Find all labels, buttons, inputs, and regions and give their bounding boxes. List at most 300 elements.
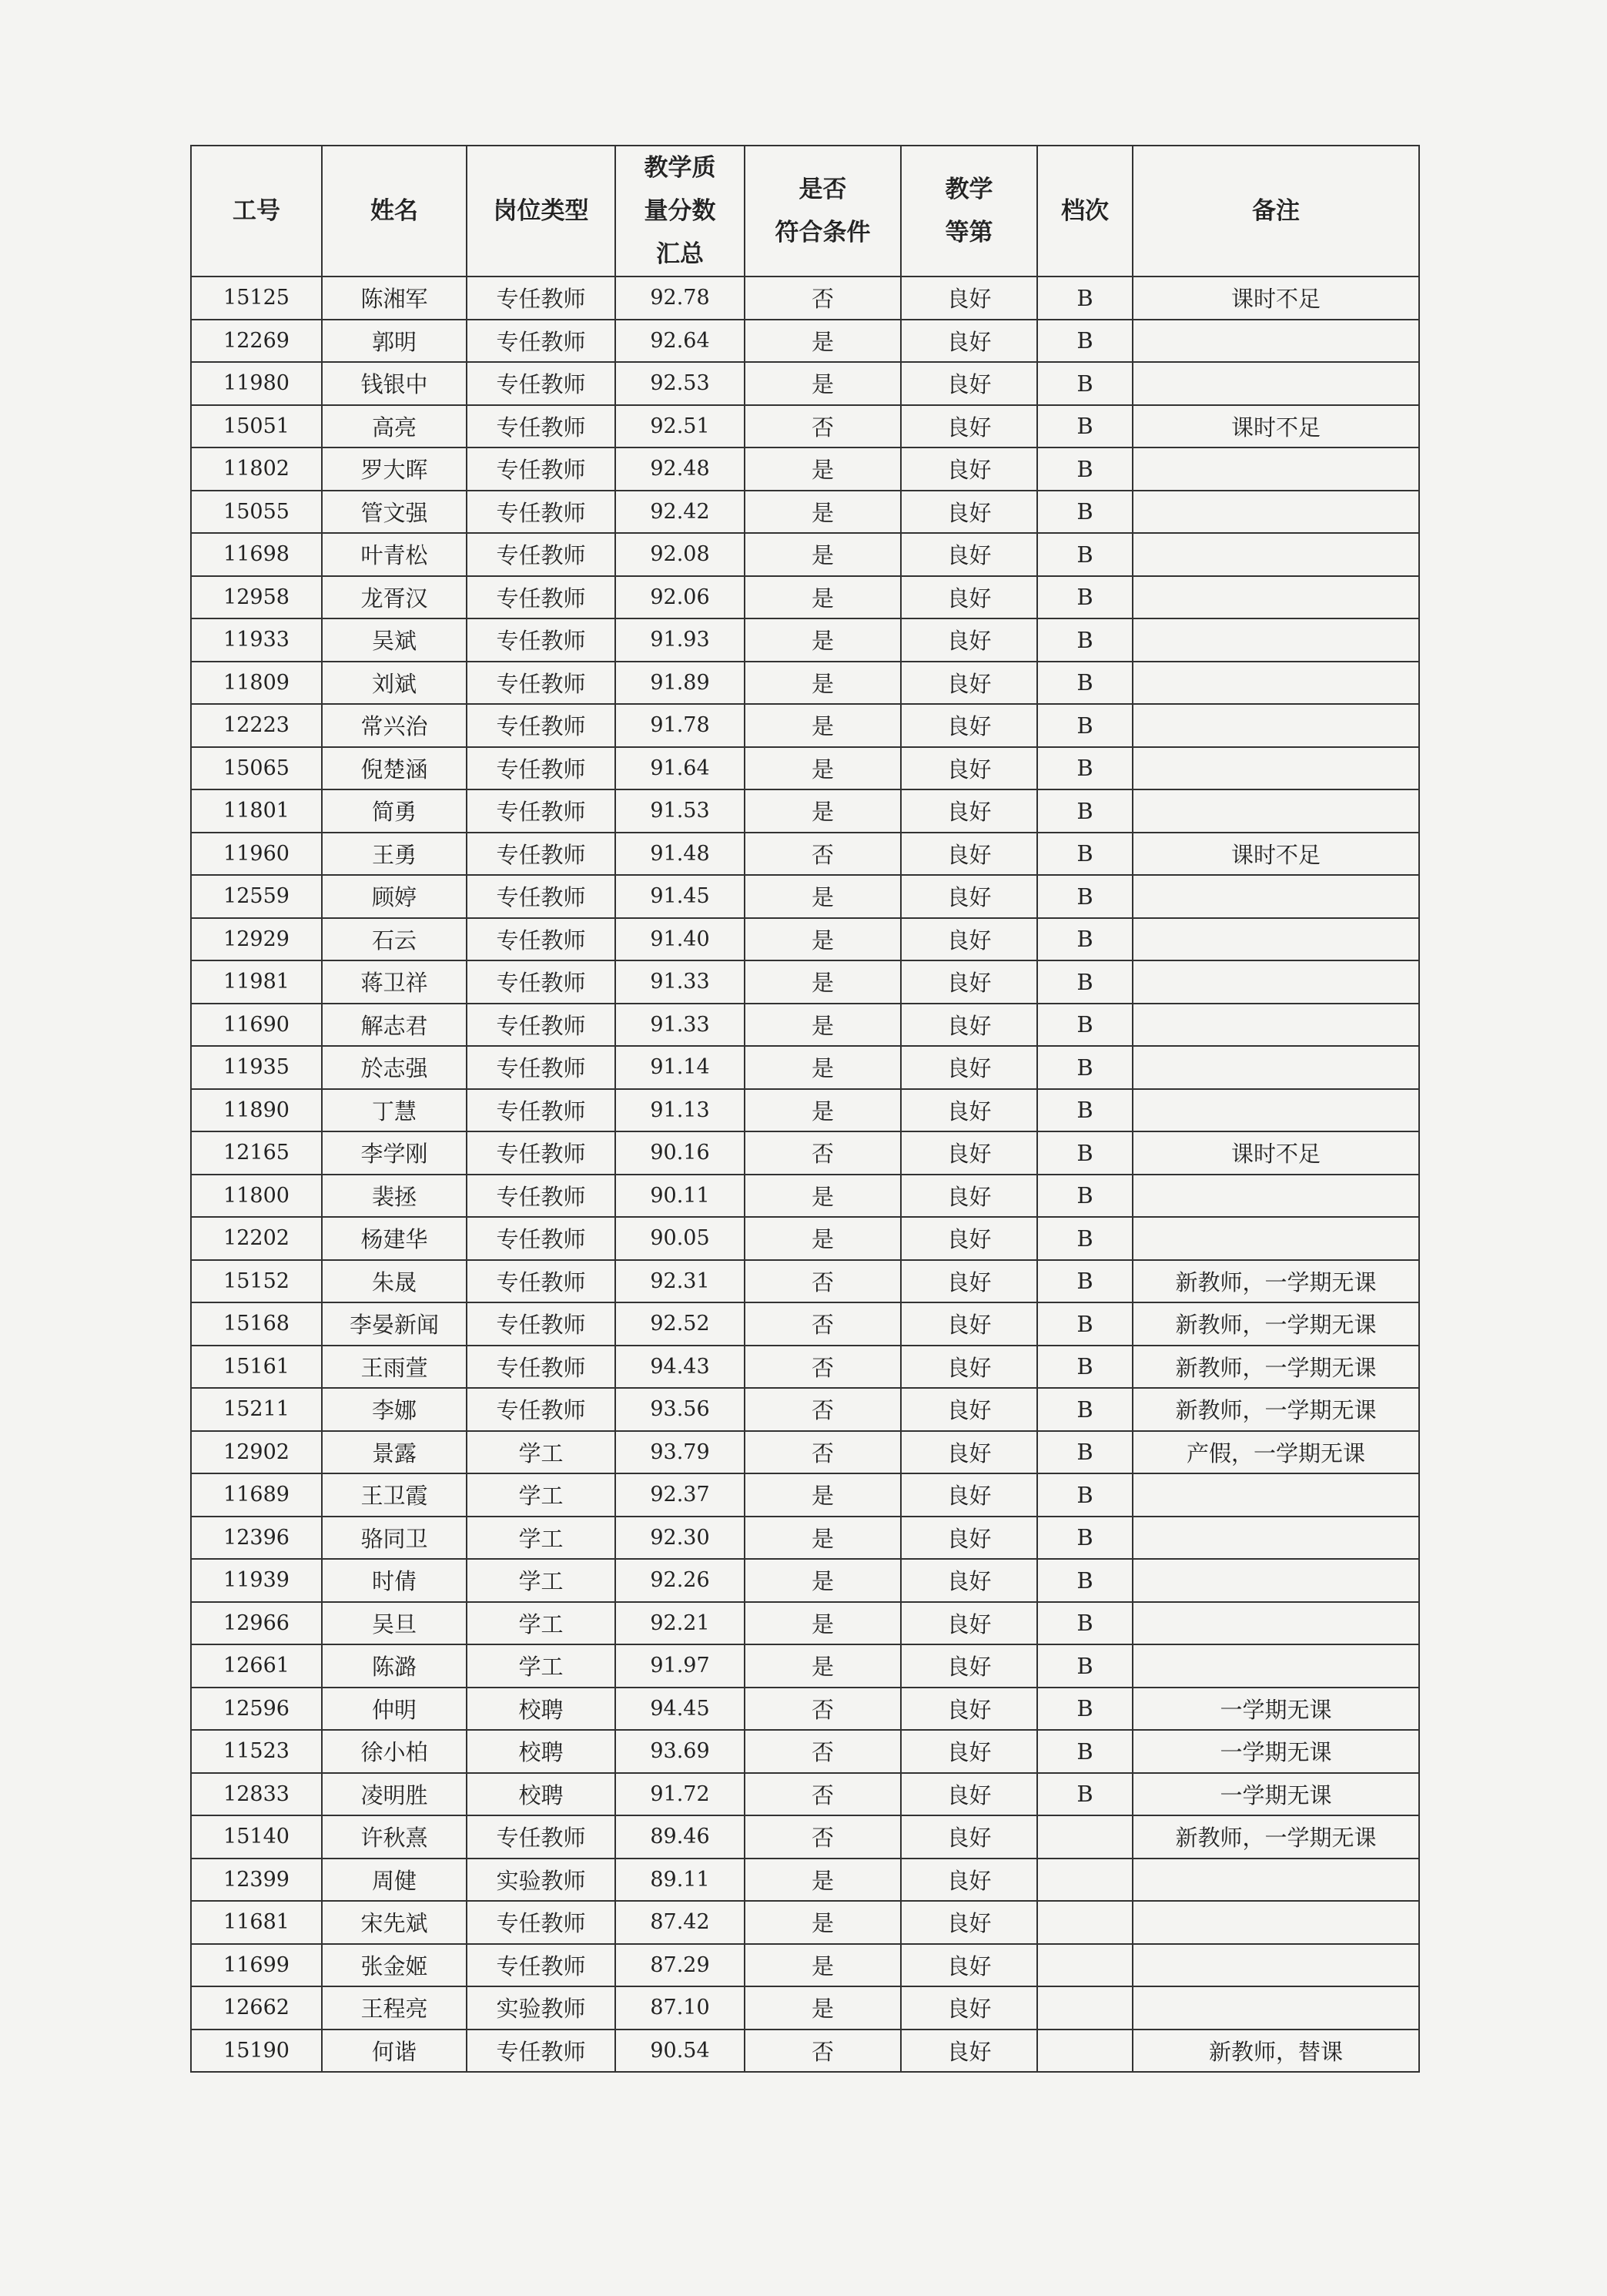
cell-post-type: 专任教师 — [467, 1260, 615, 1303]
cell-id: 15168 — [191, 1302, 322, 1346]
table-row — [191, 576, 1419, 619]
cell-id: 11890 — [191, 1089, 322, 1132]
cell-eligible: 是 — [745, 747, 901, 790]
cell-id: 11960 — [191, 833, 322, 876]
cell-post-type: 专任教师 — [467, 1302, 615, 1346]
cell-post-type: 专任教师 — [467, 576, 615, 619]
cell-score: 91.48 — [615, 833, 745, 876]
cell-grade: 良好 — [901, 875, 1037, 918]
cell-eligible: 否 — [745, 1346, 901, 1389]
cell-name: 蒋卫祥 — [322, 960, 467, 1004]
cell-name: 罗大晖 — [322, 447, 467, 491]
cell-tier: B — [1037, 277, 1133, 320]
cell-eligible: 是 — [745, 1004, 901, 1047]
cell-name: 石云 — [322, 918, 467, 961]
cell-post-type: 专任教师 — [467, 1217, 615, 1260]
cell-name: 王雨萱 — [322, 1346, 467, 1389]
cell-tier — [1037, 1944, 1133, 1987]
cell-tier: B — [1037, 1046, 1133, 1089]
cell-post-type: 专任教师 — [467, 1346, 615, 1389]
cell-remark — [1133, 447, 1419, 491]
cell-post-type: 专任教师 — [467, 747, 615, 790]
cell-post-type: 专任教师 — [467, 1815, 615, 1859]
cell-id: 11699 — [191, 1944, 322, 1987]
teacher-assessment-table — [190, 145, 1420, 2073]
cell-remark — [1133, 1004, 1419, 1047]
cell-remark — [1133, 1559, 1419, 1602]
cell-remark — [1133, 1944, 1419, 1987]
cell-score: 92.48 — [615, 447, 745, 491]
cell-score: 91.45 — [615, 875, 745, 918]
cell-eligible: 是 — [745, 576, 901, 619]
cell-score: 92.06 — [615, 576, 745, 619]
table-row — [191, 960, 1419, 1004]
cell-eligible: 是 — [745, 1473, 901, 1517]
cell-name: 刘斌 — [322, 662, 467, 705]
cell-eligible: 是 — [745, 533, 901, 576]
cell-tier: B — [1037, 833, 1133, 876]
cell-tier: B — [1037, 1431, 1133, 1474]
table-row — [191, 662, 1419, 705]
cell-score: 87.10 — [615, 1986, 745, 2030]
cell-remark — [1133, 1644, 1419, 1688]
cell-tier: B — [1037, 1346, 1133, 1389]
cell-name: 解志君 — [322, 1004, 467, 1047]
cell-eligible: 是 — [745, 918, 901, 961]
cell-id: 15055 — [191, 491, 322, 534]
cell-eligible: 否 — [745, 1773, 901, 1816]
cell-score: 91.72 — [615, 1773, 745, 1816]
cell-name: 陈湘军 — [322, 277, 467, 320]
table-row — [191, 1302, 1419, 1346]
cell-post-type: 专任教师 — [467, 618, 615, 662]
cell-remark — [1133, 747, 1419, 790]
cell-id: 15140 — [191, 1815, 322, 1859]
cell-grade: 良好 — [901, 447, 1037, 491]
cell-remark — [1133, 491, 1419, 534]
cell-grade: 良好 — [901, 918, 1037, 961]
cell-name: 倪楚涵 — [322, 747, 467, 790]
cell-id: 12662 — [191, 1986, 322, 2030]
table-row — [191, 747, 1419, 790]
cell-post-type: 专任教师 — [467, 918, 615, 961]
cell-eligible: 是 — [745, 960, 901, 1004]
cell-tier: B — [1037, 747, 1133, 790]
cell-name: 王卫霞 — [322, 1473, 467, 1517]
cell-score: 90.16 — [615, 1131, 745, 1175]
table-row — [191, 704, 1419, 747]
cell-tier: B — [1037, 704, 1133, 747]
cell-post-type: 专任教师 — [467, 533, 615, 576]
cell-post-type: 专任教师 — [467, 362, 615, 405]
cell-score: 91.33 — [615, 1004, 745, 1047]
cell-remark: 一学期无课 — [1133, 1773, 1419, 1816]
cell-grade: 良好 — [901, 1175, 1037, 1218]
cell-tier: B — [1037, 1260, 1133, 1303]
cell-score: 91.33 — [615, 960, 745, 1004]
cell-id: 12396 — [191, 1517, 322, 1560]
cell-grade: 良好 — [901, 1986, 1037, 2030]
table-row — [191, 1431, 1419, 1474]
cell-grade: 良好 — [901, 362, 1037, 405]
cell-eligible: 是 — [745, 1901, 901, 1944]
cell-eligible: 否 — [745, 1260, 901, 1303]
cell-remark — [1133, 576, 1419, 619]
cell-post-type: 专任教师 — [467, 1046, 615, 1089]
cell-eligible: 是 — [745, 704, 901, 747]
cell-score: 87.29 — [615, 1944, 745, 1987]
cell-tier: B — [1037, 960, 1133, 1004]
table-row — [191, 277, 1419, 320]
cell-score: 94.45 — [615, 1688, 745, 1731]
cell-tier: B — [1037, 1602, 1133, 1645]
cell-grade: 良好 — [901, 662, 1037, 705]
cell-eligible: 否 — [745, 1730, 901, 1773]
cell-eligible: 是 — [745, 362, 901, 405]
cell-remark: 一学期无课 — [1133, 1688, 1419, 1731]
cell-post-type: 专任教师 — [467, 833, 615, 876]
table-row — [191, 1644, 1419, 1688]
cell-grade: 良好 — [901, 618, 1037, 662]
cell-eligible: 是 — [745, 1859, 901, 1902]
cell-eligible: 否 — [745, 277, 901, 320]
cell-tier: B — [1037, 918, 1133, 961]
col-header-tier: 档次 — [1037, 146, 1133, 277]
table-row — [191, 1773, 1419, 1816]
cell-name: 李学刚 — [322, 1131, 467, 1175]
table-row — [191, 1859, 1419, 1902]
table-row — [191, 1688, 1419, 1731]
cell-name: 骆同卫 — [322, 1517, 467, 1560]
col-header-remark: 备注 — [1133, 146, 1419, 277]
table-row — [191, 447, 1419, 491]
cell-tier: B — [1037, 618, 1133, 662]
cell-eligible: 是 — [745, 1644, 901, 1688]
table-row — [191, 1901, 1419, 1944]
cell-id: 15051 — [191, 405, 322, 448]
cell-grade: 良好 — [901, 1859, 1037, 1902]
cell-name: 高亮 — [322, 405, 467, 448]
cell-eligible: 是 — [745, 447, 901, 491]
cell-score: 87.42 — [615, 1901, 745, 1944]
cell-tier: B — [1037, 1131, 1133, 1175]
cell-post-type: 学工 — [467, 1431, 615, 1474]
cell-grade: 良好 — [901, 1517, 1037, 1560]
table-row — [191, 491, 1419, 534]
cell-score: 92.08 — [615, 533, 745, 576]
table-row — [191, 1388, 1419, 1431]
cell-name: 李娜 — [322, 1388, 467, 1431]
cell-remark — [1133, 362, 1419, 405]
cell-grade: 良好 — [901, 491, 1037, 534]
cell-eligible: 是 — [745, 875, 901, 918]
cell-id: 11801 — [191, 789, 322, 833]
cell-eligible: 是 — [745, 1602, 901, 1645]
cell-score: 93.56 — [615, 1388, 745, 1431]
table-row — [191, 1559, 1419, 1602]
cell-score: 92.53 — [615, 362, 745, 405]
cell-post-type: 专任教师 — [467, 277, 615, 320]
cell-score: 92.26 — [615, 1559, 745, 1602]
col-header-id: 工号 — [191, 146, 322, 277]
cell-name: 周健 — [322, 1859, 467, 1902]
cell-score: 91.13 — [615, 1089, 745, 1132]
cell-grade: 良好 — [901, 1644, 1037, 1688]
table-row — [191, 1602, 1419, 1645]
cell-grade: 良好 — [901, 1944, 1037, 1987]
cell-grade: 良好 — [901, 1302, 1037, 1346]
cell-post-type: 专任教师 — [467, 1004, 615, 1047]
cell-post-type: 专任教师 — [467, 1089, 615, 1132]
cell-remark — [1133, 320, 1419, 363]
cell-id: 11939 — [191, 1559, 322, 1602]
cell-score: 92.64 — [615, 320, 745, 363]
cell-grade: 良好 — [901, 960, 1037, 1004]
cell-eligible: 否 — [745, 833, 901, 876]
cell-post-type: 专任教师 — [467, 1175, 615, 1218]
cell-grade: 良好 — [901, 576, 1037, 619]
table-row — [191, 2030, 1419, 2073]
cell-remark: 课时不足 — [1133, 1131, 1419, 1175]
cell-remark: 新教师，一学期无课 — [1133, 1302, 1419, 1346]
cell-score: 92.30 — [615, 1517, 745, 1560]
cell-id: 11935 — [191, 1046, 322, 1089]
cell-score: 89.46 — [615, 1815, 745, 1859]
cell-id: 12958 — [191, 576, 322, 619]
cell-remark — [1133, 1089, 1419, 1132]
cell-tier: B — [1037, 1730, 1133, 1773]
table-row — [191, 1346, 1419, 1389]
header-row — [191, 146, 1419, 277]
cell-grade: 良好 — [901, 1346, 1037, 1389]
cell-id: 12596 — [191, 1688, 322, 1731]
cell-score: 92.42 — [615, 491, 745, 534]
cell-remark — [1133, 1217, 1419, 1260]
table-row — [191, 875, 1419, 918]
cell-name: 仲明 — [322, 1688, 467, 1731]
cell-score: 89.11 — [615, 1859, 745, 1902]
cell-grade: 良好 — [901, 1815, 1037, 1859]
col-header-score: 教学质 量分数 汇总 — [615, 146, 745, 277]
cell-name: 时倩 — [322, 1559, 467, 1602]
cell-name: 於志强 — [322, 1046, 467, 1089]
cell-name: 简勇 — [322, 789, 467, 833]
cell-tier: B — [1037, 533, 1133, 576]
cell-eligible: 是 — [745, 1944, 901, 1987]
cell-post-type: 专任教师 — [467, 662, 615, 705]
table-row — [191, 533, 1419, 576]
table-row — [191, 833, 1419, 876]
cell-name: 龙胥汉 — [322, 576, 467, 619]
cell-grade: 良好 — [901, 1046, 1037, 1089]
cell-eligible: 是 — [745, 491, 901, 534]
cell-eligible: 否 — [745, 1302, 901, 1346]
cell-post-type: 专任教师 — [467, 320, 615, 363]
cell-id: 15211 — [191, 1388, 322, 1431]
cell-id: 12966 — [191, 1602, 322, 1645]
table-row — [191, 1004, 1419, 1047]
cell-score: 91.14 — [615, 1046, 745, 1089]
cell-eligible: 是 — [745, 1986, 901, 2030]
cell-tier: B — [1037, 1217, 1133, 1260]
table-row — [191, 1815, 1419, 1859]
cell-id: 15152 — [191, 1260, 322, 1303]
cell-remark — [1133, 1986, 1419, 2030]
cell-remark: 新教师，一学期无课 — [1133, 1260, 1419, 1303]
cell-eligible: 是 — [745, 1089, 901, 1132]
cell-remark: 新教师，一学期无课 — [1133, 1388, 1419, 1431]
cell-eligible: 否 — [745, 1388, 901, 1431]
cell-grade: 良好 — [901, 1901, 1037, 1944]
cell-id: 11809 — [191, 662, 322, 705]
cell-eligible: 是 — [745, 1046, 901, 1089]
cell-remark: 新教师，一学期无课 — [1133, 1815, 1419, 1859]
cell-name: 张金姬 — [322, 1944, 467, 1987]
cell-eligible: 否 — [745, 405, 901, 448]
cell-tier — [1037, 1901, 1133, 1944]
cell-score: 90.11 — [615, 1175, 745, 1218]
cell-score: 92.78 — [615, 277, 745, 320]
cell-tier: B — [1037, 576, 1133, 619]
cell-score: 91.64 — [615, 747, 745, 790]
cell-id: 11689 — [191, 1473, 322, 1517]
cell-tier: B — [1037, 405, 1133, 448]
cell-id: 11980 — [191, 362, 322, 405]
cell-tier: B — [1037, 320, 1133, 363]
cell-grade: 良好 — [901, 1131, 1037, 1175]
cell-post-type: 实验教师 — [467, 1859, 615, 1902]
table-row — [191, 1986, 1419, 2030]
cell-eligible: 是 — [745, 1559, 901, 1602]
cell-id: 15161 — [191, 1346, 322, 1389]
cell-name: 凌明胜 — [322, 1773, 467, 1816]
cell-tier: B — [1037, 789, 1133, 833]
cell-name: 常兴治 — [322, 704, 467, 747]
cell-score: 92.31 — [615, 1260, 745, 1303]
cell-grade: 良好 — [901, 1602, 1037, 1645]
cell-post-type: 校聘 — [467, 1730, 615, 1773]
cell-name: 裴拯 — [322, 1175, 467, 1218]
cell-eligible: 是 — [745, 320, 901, 363]
cell-id: 12399 — [191, 1859, 322, 1902]
cell-remark: 产假，一学期无课 — [1133, 1431, 1419, 1474]
cell-tier: B — [1037, 1175, 1133, 1218]
cell-post-type: 专任教师 — [467, 1944, 615, 1987]
cell-grade: 良好 — [901, 833, 1037, 876]
table-row — [191, 1175, 1419, 1218]
cell-score: 92.37 — [615, 1473, 745, 1517]
cell-grade: 良好 — [901, 1473, 1037, 1517]
cell-name: 吴斌 — [322, 618, 467, 662]
cell-remark — [1133, 618, 1419, 662]
cell-score: 91.53 — [615, 789, 745, 833]
cell-tier: B — [1037, 662, 1133, 705]
cell-score: 92.51 — [615, 405, 745, 448]
cell-grade: 良好 — [901, 747, 1037, 790]
cell-grade: 良好 — [901, 277, 1037, 320]
cell-score: 90.05 — [615, 1217, 745, 1260]
cell-post-type: 校聘 — [467, 1773, 615, 1816]
cell-tier — [1037, 1859, 1133, 1902]
cell-post-type: 专任教师 — [467, 960, 615, 1004]
cell-name: 徐小柏 — [322, 1730, 467, 1773]
col-header-name: 姓名 — [322, 146, 467, 277]
table-row — [191, 320, 1419, 363]
cell-name: 朱晟 — [322, 1260, 467, 1303]
cell-grade: 良好 — [901, 2030, 1037, 2073]
cell-post-type: 专任教师 — [467, 1131, 615, 1175]
cell-remark — [1133, 1517, 1419, 1560]
cell-remark — [1133, 704, 1419, 747]
cell-name: 李晏新闻 — [322, 1302, 467, 1346]
cell-grade: 良好 — [901, 1004, 1037, 1047]
cell-id: 11681 — [191, 1901, 322, 1944]
cell-id: 15125 — [191, 277, 322, 320]
cell-id: 12661 — [191, 1644, 322, 1688]
cell-tier: B — [1037, 1517, 1133, 1560]
cell-eligible: 否 — [745, 1815, 901, 1859]
table-row — [191, 362, 1419, 405]
cell-score: 91.89 — [615, 662, 745, 705]
cell-remark — [1133, 1473, 1419, 1517]
cell-remark — [1133, 875, 1419, 918]
cell-name: 许秋熹 — [322, 1815, 467, 1859]
cell-remark — [1133, 918, 1419, 961]
cell-remark: 课时不足 — [1133, 833, 1419, 876]
cell-post-type: 专任教师 — [467, 789, 615, 833]
cell-eligible: 否 — [745, 1431, 901, 1474]
cell-tier: B — [1037, 1473, 1133, 1517]
cell-name: 丁慧 — [322, 1089, 467, 1132]
cell-post-type: 学工 — [467, 1602, 615, 1645]
cell-tier: B — [1037, 1773, 1133, 1816]
cell-score: 91.93 — [615, 618, 745, 662]
cell-name: 宋先斌 — [322, 1901, 467, 1944]
col-header-post-type: 岗位类型 — [467, 146, 615, 277]
cell-post-type: 专任教师 — [467, 491, 615, 534]
cell-id: 12165 — [191, 1131, 322, 1175]
cell-score: 90.54 — [615, 2030, 745, 2073]
cell-id: 12929 — [191, 918, 322, 961]
cell-id: 12833 — [191, 1773, 322, 1816]
cell-tier: B — [1037, 447, 1133, 491]
cell-tier: B — [1037, 1004, 1133, 1047]
cell-score: 91.97 — [615, 1644, 745, 1688]
cell-tier: B — [1037, 1302, 1133, 1346]
table-row — [191, 1217, 1419, 1260]
cell-tier: B — [1037, 1644, 1133, 1688]
cell-name: 顾婷 — [322, 875, 467, 918]
table-row — [191, 1131, 1419, 1175]
table-row — [191, 1089, 1419, 1132]
table-row — [191, 1046, 1419, 1089]
table-row — [191, 918, 1419, 961]
cell-eligible: 是 — [745, 662, 901, 705]
cell-score: 92.52 — [615, 1302, 745, 1346]
cell-name: 吴旦 — [322, 1602, 467, 1645]
cell-name: 王程亮 — [322, 1986, 467, 2030]
cell-post-type: 专任教师 — [467, 1901, 615, 1944]
cell-score: 93.79 — [615, 1431, 745, 1474]
cell-remark — [1133, 960, 1419, 1004]
cell-post-type: 专任教师 — [467, 1388, 615, 1431]
cell-name: 景露 — [322, 1431, 467, 1474]
cell-id: 15190 — [191, 2030, 322, 2073]
cell-tier: B — [1037, 1388, 1133, 1431]
cell-remark: 课时不足 — [1133, 277, 1419, 320]
cell-id: 12559 — [191, 875, 322, 918]
cell-post-type: 学工 — [467, 1473, 615, 1517]
